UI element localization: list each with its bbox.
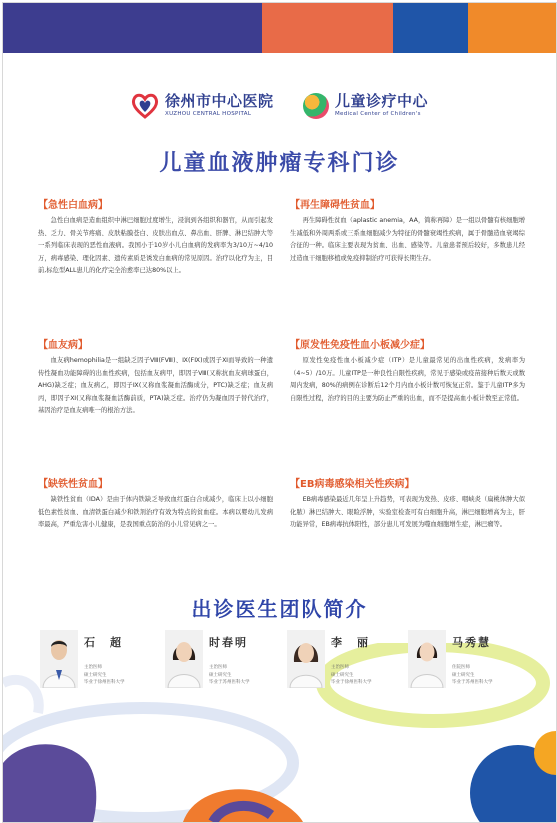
hospital-name-en: XUZHOU CENTRAL HOSPITAL (165, 111, 252, 118)
logo-row (3, 93, 556, 123)
doctor-card (165, 630, 293, 700)
section-body: 原发性免疫性血小板减少症（ITP）是儿童最常见的出血性疾病，发病率为（4~5）/10万。儿童ITP是一种良性自限性疾病，常见于感染或疫苗接种后数天或数周内发病，80%的病例在诊断后12个月内血小板计数可恢复正常。鉴于儿童ITP多为自限性过程，治疗的目的主要为防止严重的出血，而不是提高血小板计数至正常值。 (290, 357, 525, 402)
team-title: 出诊医生团队简介 (191, 597, 368, 621)
children-center-logo-icon (303, 93, 329, 119)
poster (2, 2, 557, 823)
doctor-card (40, 630, 168, 700)
doctor-card (408, 630, 536, 700)
section-title: 【急性白血病】 (38, 200, 108, 211)
doctor-info: 主治医师 硕士研究生 毕业于徐州医科大学 (84, 665, 125, 685)
center-name-en: Medical Center of Children's (335, 111, 421, 118)
doctor-photo (408, 630, 446, 688)
doctor-name: 时春明 (209, 636, 248, 649)
hospital-name: 徐州市中心医院 (165, 92, 274, 111)
doctor-name: 马秀慧 (452, 636, 491, 649)
color-bar (3, 3, 556, 53)
section-title: 【再生障碍性贫血】 (290, 200, 380, 211)
heart-logo-icon (131, 93, 159, 119)
center-logo (303, 93, 428, 119)
hospital-logo (131, 93, 274, 119)
section-body: 再生障碍性贫血（aplastic anemia，AA，简称再障）是一组以骨髓有核细胞增生减低和外周两系或三系血细胞减少为特征的骨髓衰竭性疾病，属于骨髓造血衰竭综合征的一种。临床主要表现为贫血、出血、感染等。儿童患者预后较好，多数患儿经过造血干细胞移植或免疫抑制治疗可获得长期生存。 (290, 217, 525, 262)
section-title: 【血友病】 (38, 340, 88, 351)
section-title: 【EB病毒感染相关性疾病】 (290, 479, 415, 490)
doctor-photo (165, 630, 203, 688)
doctor-card (287, 630, 415, 700)
section-ebv-disease (290, 475, 525, 532)
section-itp (290, 336, 525, 405)
bar-segment-amber (468, 3, 556, 53)
section-hemophilia (38, 336, 273, 418)
doctor-name: 石 超 (84, 636, 123, 649)
doctor-info: 主治医师 硕士研究生 毕业于苏州医科大学 (209, 665, 250, 685)
doctor-photo (287, 630, 325, 688)
section-body: 缺铁性贫血（IDA）是由于体内铁缺乏导致血红蛋白合成减少，临床上以小细胞低色素性贫血、血清铁蛋白减少和铁剂治疗有效为特点的贫血症。本病以婴幼儿发病率最高，严重危害小儿健康，是我国重点防治的小儿常见病之一。 (38, 496, 273, 528)
doctor-photo (40, 630, 78, 688)
doctor-portrait-icon (165, 630, 203, 688)
doctor-portrait-icon (40, 630, 78, 688)
section-title: 【原发性免疫性血小板减少症】 (290, 340, 430, 351)
doctor-portrait-icon (287, 630, 325, 688)
doctor-info: 主治医师 硕士研究生 毕业于徐州医科大学 (331, 665, 372, 685)
doctor-name: 李 丽 (331, 636, 370, 649)
section-body: 急性白血病是造血组织中淋巴细胞过度增生，浸润到各组织和器官，从而引起发热、乏力、骨关节疼痛、皮肤粘膜苍白、皮肤出血点、鼻出血、肝脾、淋巴结肿大等一系列临床表现的恶性血液病。我国小于10岁小儿白血病的发病率为3/10万~4/10万，病毒感染、理化因素、遗传素质是诱发白血病的常见原因。治疗以化疗为主，目前,标危型ALL患儿的化疗完全治愈率已达80%以上。 (38, 217, 273, 274)
section-acute-leukemia (38, 196, 273, 278)
section-body: EB病毒感染最近几年呈上升趋势，可表现为发热、皮疹、咽峡炎（扁桃体肿大似化脓）淋巴结肿大、眼睑浮肿，实验室检查可有白细胞升高，淋巴细胞增高为主，肝功能异常，EB病毒抗体阳性，部分患儿可发展为噬血细胞增生症，淋巴瘤等。 (290, 496, 525, 528)
bar-segment-purple (3, 3, 262, 53)
section-aplastic-anemia (290, 196, 525, 265)
section-body: 血友病hemophilia是一组缺乏因子Ⅷ(FⅧ)、Ⅸ(FⅨ)或因子Ⅺ而导致的一种遗传性凝血功能障碍的出血性疾病，包括血友病甲，即因子Ⅷ(又称抗血友病球蛋白，AHG)缺乏症；血友病乙，即因子Ⅸ(又称血浆凝血活酶成分，PTC)缺乏症；血友病丙，即因子Ⅺ(又称血浆凝血活酶前质，PTA)缺乏症。治疗仍为凝血因子替代治疗，基因治疗是血友病唯一的根治方法。 (38, 357, 273, 414)
section-iron-deficiency-anemia (38, 475, 273, 532)
doctor-info: 住院医师 硕士研究生 毕业于苏州医科大学 (452, 665, 493, 685)
bar-segment-blue (393, 3, 468, 53)
center-name: 儿童诊疗中心 (335, 92, 429, 111)
bar-segment-orange (262, 3, 393, 53)
page-title: 儿童血液肿瘤专科门诊 (159, 151, 400, 176)
section-title: 【缺铁性贫血】 (38, 479, 108, 490)
doctor-portrait-icon (408, 630, 446, 688)
